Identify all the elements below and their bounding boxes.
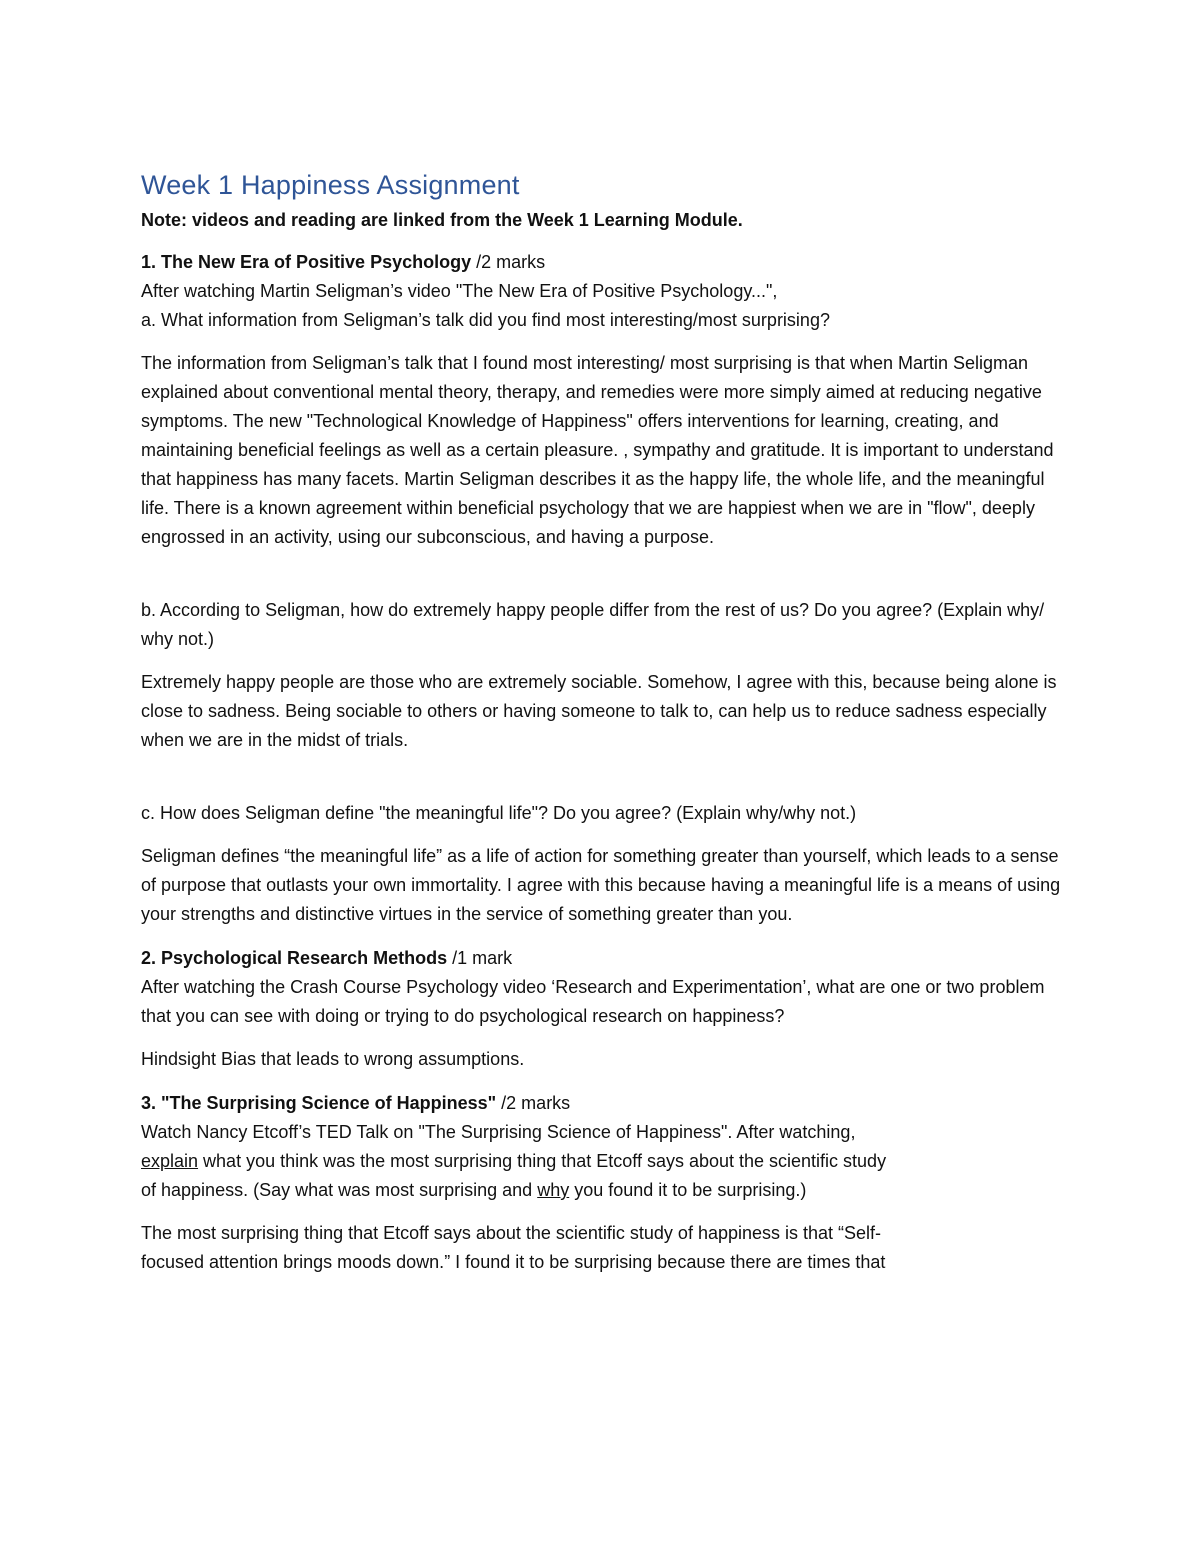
q3-question-line2: explain what you think was the most surprising thing that Etcoff says about the scientific study	[141, 1151, 887, 1171]
q2-answer: Hindsight Bias that leads to wrong assumptions.	[141, 1049, 525, 1069]
q2-heading: 2. Psychological Research Methods	[141, 948, 448, 968]
q1c-question: c. How does Seligman define "the meaningful life"? Do you agree? (Explain why/why not.)	[141, 803, 857, 823]
q1c-answer: Seligman defines “the meaningful life” as a life of action for something greater than yourself, which leads to a sense of purpose that outlasts your own immortality. I agree with this because having a meaningful life is a means of using your strengths and distinctive virtues in the service of something greater than you.	[141, 846, 1061, 924]
q3-answer-line2: focused attention brings moods down.” I found it to be surprising because there are times that	[141, 1252, 886, 1272]
q3-marks: /2 marks	[496, 1093, 571, 1113]
q1a-question: a. What information from Seligman’s talk did you find most interesting/most surprising?	[141, 310, 830, 330]
q1-heading: 1. The New Era of Positive Psychology	[141, 252, 472, 272]
q2-question: After watching the Crash Course Psychology video ‘Research and Experimentation’, what are one or two problem that you can see with doing or trying to do psychological research on happiness?	[141, 977, 1045, 1026]
q3-heading: 3. "The Surprising Science of Happiness"	[141, 1093, 497, 1113]
q1b-question: b. According to Seligman, how do extremely happy people differ from the rest of us? Do you agree? (Explain why/ why not.)	[141, 600, 1045, 649]
q3-heading-line	[141, 1089, 1071, 1118]
q2-heading-line	[141, 944, 1071, 973]
note-text: Note: videos and reading are linked from the Week 1 Learning Module.	[141, 210, 743, 230]
q2-marks: /1 mark	[447, 948, 513, 968]
q3-answer-line1: The most surprising thing that Etcoff says about the scientific study of happiness is that “Self-	[141, 1223, 882, 1243]
q1b-answer: Extremely happy people are those who are extremely sociable. Somehow, I agree with this, because being alone is close to sadness. Being sociable to others or having someone to talk to, can help us to reduce sadness especially when we are in the midst of trials.	[141, 672, 1057, 750]
q1-intro: After watching Martin Seligman’s video "The New Era of Positive Psychology...",	[141, 281, 778, 301]
q3-question-line1: Watch Nancy Etcoff’s TED Talk on "The Surprising Science of Happiness". After watching,	[141, 1122, 856, 1142]
document-page	[141, 166, 1071, 1277]
q3-why-emphasis: why	[537, 1180, 570, 1200]
q3-question-line3: of happiness. (Say what was most surprising and why you found it to be surprising.)	[141, 1180, 807, 1200]
q1-marks: /2 marks	[471, 252, 546, 272]
q1a-answer: The information from Seligman’s talk that I found most interesting/ most surprising is that when Martin Seligman explained about conventional mental theory, therapy, and remedies were more simply aimed at reducing negative symptoms. The new "Technological Knowledge of Happiness" offers interventions for learning, creating, and maintaining beneficial feelings as well as a certain pleasure. , sympathy and gratitude. It is important to understand that happiness has many facets. Martin Seligman describes it as the happy life, the whole life, and the meaningful life. There is a known agreement within beneficial psychology that we are happiest when we are in "flow", deeply engrossed in an activity, using our subconscious, and having a purpose.	[141, 353, 1054, 547]
document-title: Week 1 Happiness Assignment	[141, 170, 520, 200]
q3-explain-emphasis: explain	[141, 1151, 199, 1171]
q1-heading-line	[141, 248, 1071, 277]
